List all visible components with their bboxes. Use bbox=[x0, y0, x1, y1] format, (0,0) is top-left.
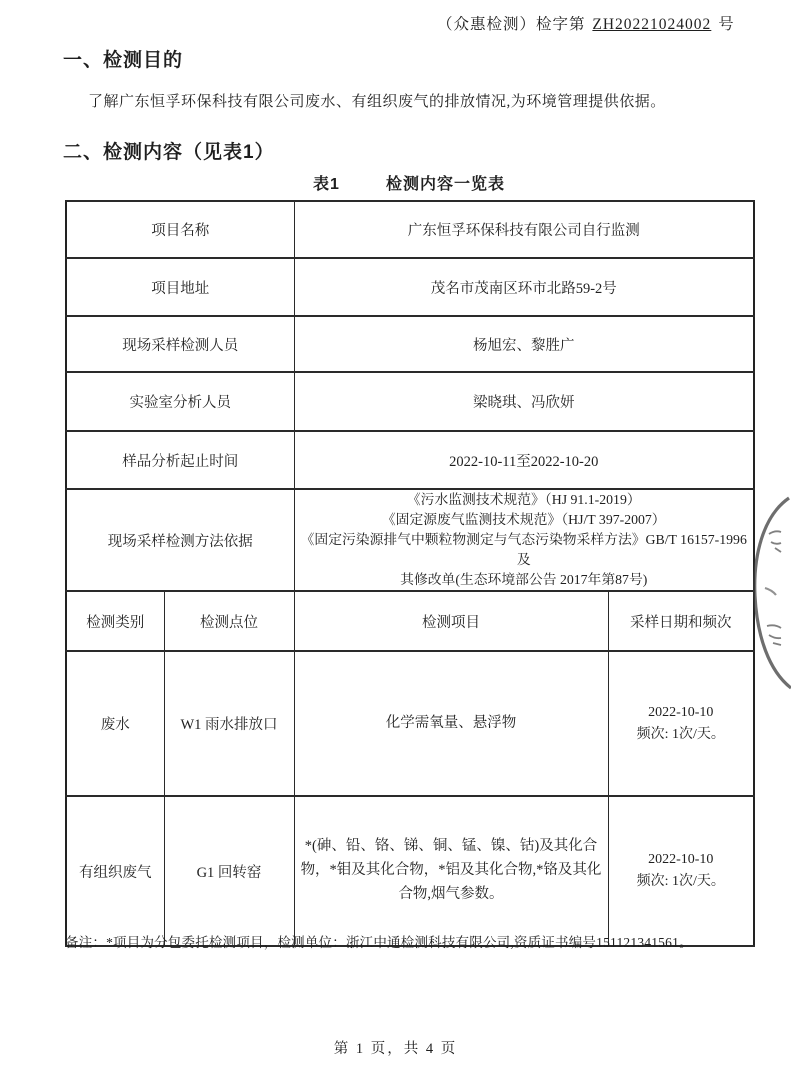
point-cell: G1 回转窑 bbox=[164, 796, 294, 946]
category-cell: 有组织废气 bbox=[66, 796, 164, 946]
sample-date: 2022-10-10 bbox=[648, 852, 714, 868]
info-value: 梁晓琪、冯欣妍 bbox=[294, 372, 754, 431]
table-note: 备注：*项目为分包委托检测项目，检测单位：浙江中通检测科技有限公司,资质证书编号151121341561。 bbox=[65, 935, 693, 950]
table-row bbox=[66, 796, 754, 946]
table-title-text: 检测内容一览表 bbox=[385, 176, 505, 193]
table-row bbox=[66, 258, 754, 316]
items-cell: 化学需氧量、悬浮物 bbox=[294, 651, 608, 796]
table-row bbox=[66, 431, 754, 489]
report-number-value: ZH20221024002 bbox=[592, 16, 712, 33]
content-overview-table bbox=[65, 200, 755, 947]
info-label: 实验室分析人员 bbox=[66, 372, 294, 431]
sample-freq: 频次: 1次/天。 bbox=[636, 874, 725, 889]
report-number-prefix: （众惠检测）检字第 bbox=[437, 16, 586, 33]
point-cell: W1 雨水排放口 bbox=[164, 651, 294, 796]
date-freq-cell bbox=[608, 651, 754, 796]
table-row bbox=[66, 201, 754, 258]
sample-date: 2022-10-10 bbox=[648, 704, 714, 720]
page-number: 第 1 页，共 4 页 bbox=[333, 1041, 458, 1057]
table-number: 表1 bbox=[313, 176, 340, 193]
method-line: 《固定污染源排气中颗粒物测定与气态污染物采样方法》GB/T 16157-1996及 bbox=[300, 532, 747, 567]
info-label: 现场采样检测人员 bbox=[66, 316, 294, 372]
column-header: 检测点位 bbox=[164, 591, 294, 651]
column-header: 检测类别 bbox=[66, 591, 164, 651]
items-cell: *(砷、铅、铬、锑、铜、锰、镍、钴)及其化合物，*钼及其化合物，*铝及其化合物,*铬及其化合物,烟气参数。 bbox=[294, 796, 608, 946]
section1-heading: 一、检测目的 bbox=[63, 50, 184, 71]
report-number bbox=[437, 12, 735, 34]
section2-heading: 二、检测内容（见表1） bbox=[63, 142, 275, 163]
info-label: 项目地址 bbox=[66, 258, 294, 316]
info-label: 现场采样检测方法依据 bbox=[66, 489, 294, 591]
paging-seal-icon bbox=[749, 486, 791, 706]
info-label: 样品分析起止时间 bbox=[66, 431, 294, 489]
column-header: 采样日期和频次 bbox=[608, 591, 754, 651]
date-freq-cell bbox=[608, 796, 754, 946]
table-row bbox=[66, 489, 754, 591]
sample-freq: 频次: 1次/天。 bbox=[636, 726, 725, 742]
category-cell: 废水 bbox=[66, 651, 164, 796]
info-value: 广东恒孚环保科技有限公司自行监测 bbox=[294, 201, 754, 258]
table-row bbox=[66, 316, 754, 372]
method-line: 《固定源废气监测技术规范》（HJ/T 397-2007） bbox=[381, 512, 666, 527]
method-line: 其修改单(生态环境部公告 2017年第87号) bbox=[400, 572, 648, 587]
info-label: 项目名称 bbox=[66, 201, 294, 258]
section1-body: 了解广东恒孚环保科技有限公司废水、有组织废气的排放情况,为环境管理提供依据。 bbox=[88, 94, 666, 110]
info-value: 茂名市茂南区环市北路59-2号 bbox=[294, 258, 754, 316]
method-line: 《污水监测技术规范》（HJ 91.1-2019） bbox=[406, 492, 641, 507]
table-row bbox=[66, 372, 754, 431]
column-header: 检测项目 bbox=[294, 591, 608, 651]
report-number-suffix: 号 bbox=[718, 16, 735, 33]
table-title bbox=[65, 171, 753, 194]
info-value: 杨旭宏、黎胜广 bbox=[294, 316, 754, 372]
method-basis-cell bbox=[294, 489, 754, 591]
table-row bbox=[66, 651, 754, 796]
table-header-row bbox=[66, 591, 754, 651]
info-value: 2022-10-11至2022-10-20 bbox=[294, 431, 754, 489]
